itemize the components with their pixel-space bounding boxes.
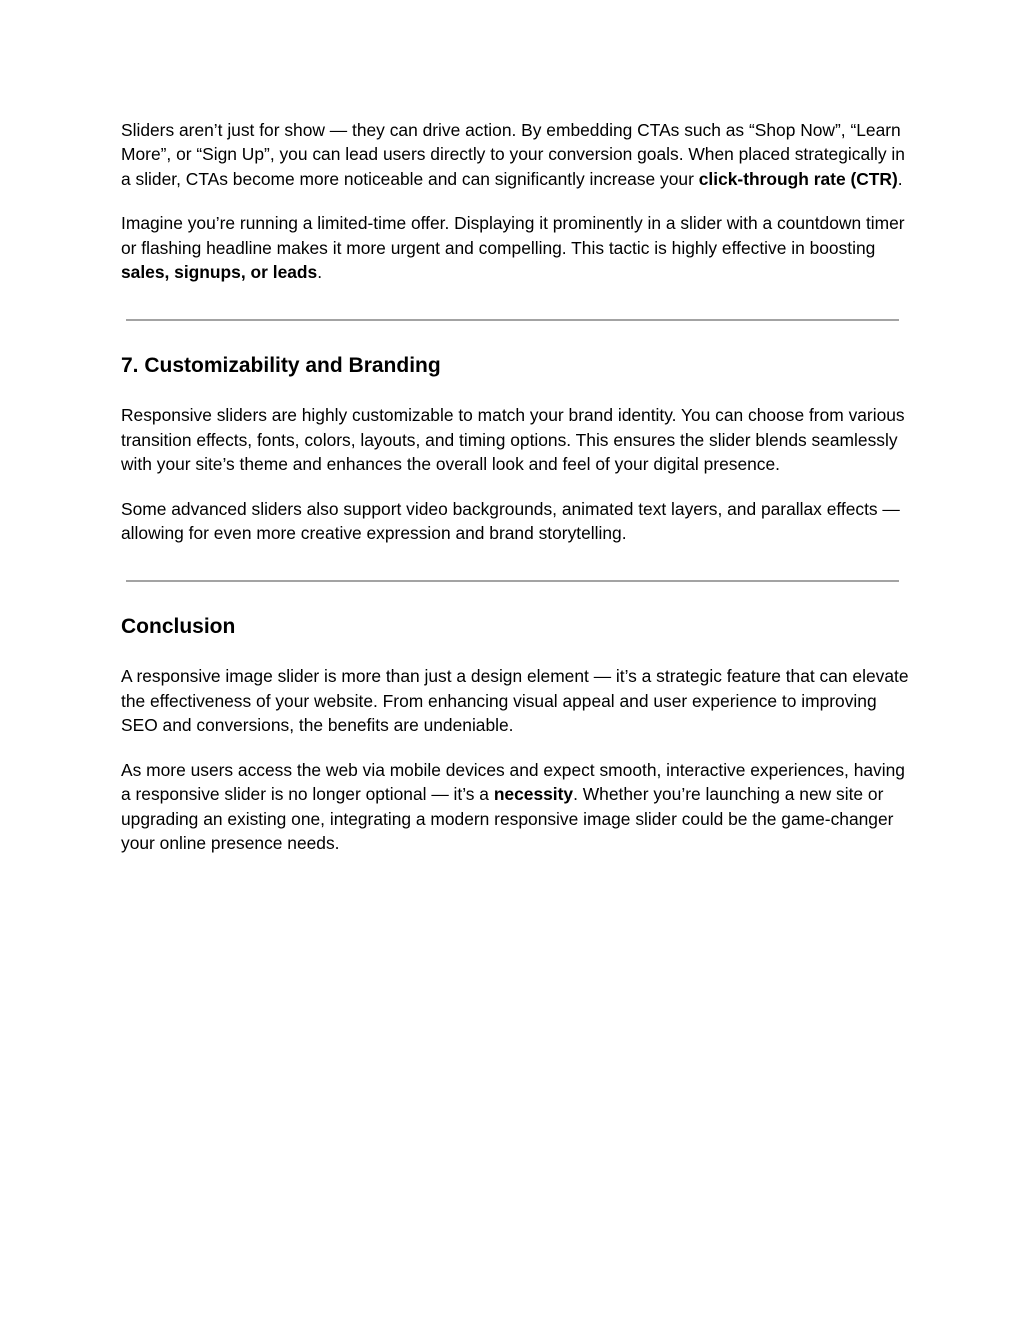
- text-run: Responsive sliders are highly customizable to match your brand identity. You can choose from various transition effects, fonts, colors, layouts, and timing options. This ensures the slider blends seamlessly with your site’s theme and enhances the overall look and feel of your digital presence.: [121, 405, 905, 475]
- text-run: As more users access the web via mobile devices and expect smooth, interactive experiences, having a responsive slider is no longer optional — it’s a: [121, 759, 905, 805]
- paragraph-limited-offer: [121, 211, 911, 284]
- paragraph-conclusion-necessity: [121, 758, 911, 856]
- paragraph-cta-intro: [121, 118, 911, 191]
- section-divider: [126, 580, 899, 582]
- section-heading: Conclusion: [121, 615, 236, 639]
- bold-text: necessity: [493, 784, 574, 805]
- text-run: Sliders aren’t just for show — they can drive action. By embedding CTAs such as “Shop Now”, “Learn More”, or “Sign Up”, you can lead users directly to your conversion goals. When placed strategically in a slider, CTAs become more noticeable and can significantly increase your: [121, 120, 905, 189]
- text-run: .: [317, 262, 323, 283]
- section-divider: [126, 319, 899, 321]
- text-run: Imagine you’re running a limited-time offer. Displaying it prominently in a slider with a countdown timer or flashing headline makes it more urgent and compelling. This tactic is highly effective in boosting: [121, 213, 905, 258]
- paragraph-customizable: [121, 403, 911, 476]
- paragraph-conclusion-summary: [121, 664, 911, 737]
- bold-text: sales, signups, or leads: [121, 262, 318, 283]
- document-page: [121, 118, 911, 855]
- text-run: A responsive image slider is more than just a design element — it’s a strategic feature that can elevate the effectiveness of your website. From enhancing visual appeal and user experience to improving SEO and conversions, the benefits are undeniable.: [121, 666, 909, 736]
- text-run: .: [897, 168, 903, 189]
- paragraph-advanced-sliders: [121, 497, 911, 546]
- text-run: . Whether you’re launching a new site or upgrading an existing one, integrating a modern responsive image slider could be the game-changer your online presence needs.: [121, 784, 894, 853]
- bold-text: click-through rate (CTR): [698, 168, 898, 189]
- text-run: Some advanced sliders also support video backgrounds, animated text layers, and parallax effects — allowing for even more creative expression and brand storytelling.: [121, 498, 900, 544]
- section-heading: 7. Customizability and Branding: [121, 354, 441, 378]
